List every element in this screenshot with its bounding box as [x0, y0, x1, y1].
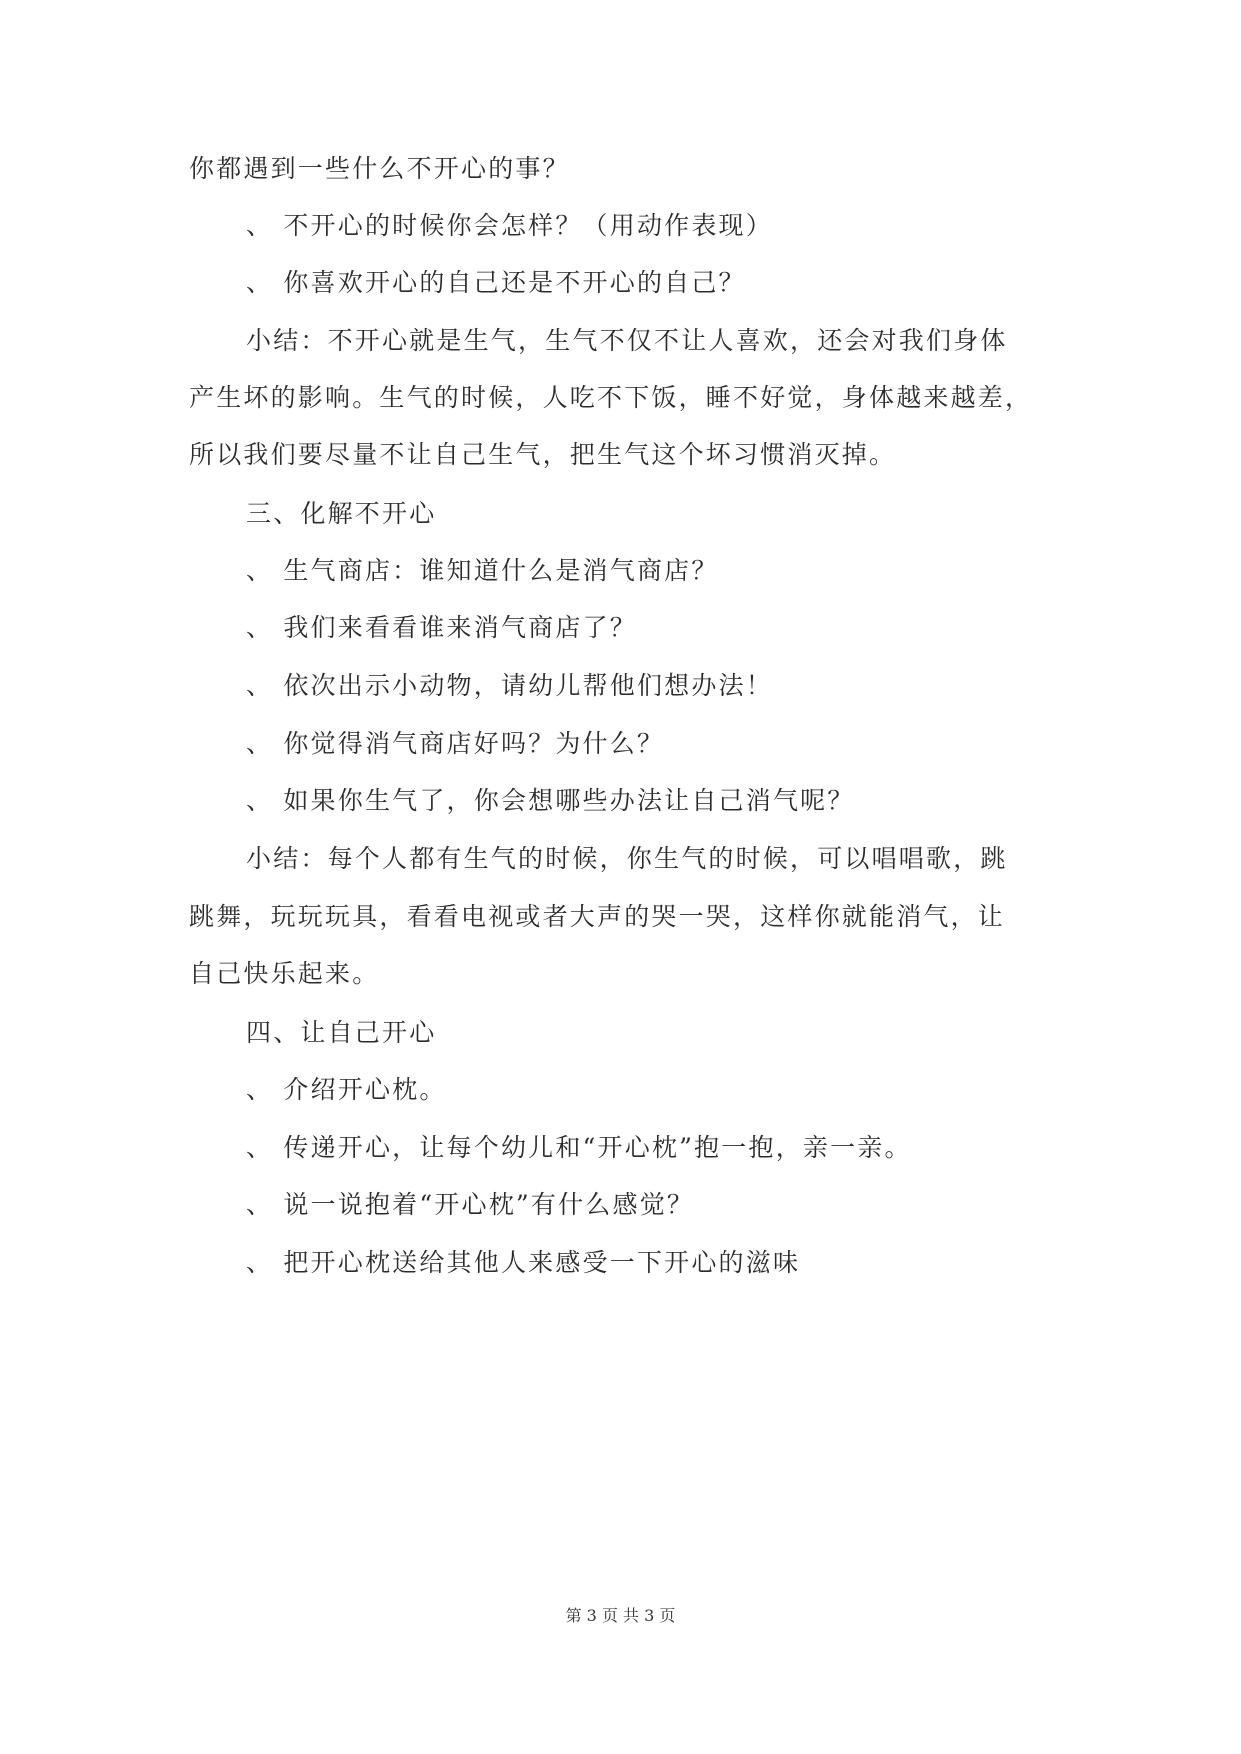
text-line: 、 你喜欢开心的自己还是不开心的自己？	[246, 268, 746, 297]
text-line: 、 我们来看看谁来消气商店了？	[246, 613, 637, 642]
text-line: 、 你觉得消气商店好吗？为什么？	[246, 729, 665, 758]
text-line: 、 如果你生气了，你会想哪些办法让自己消气呢？	[246, 786, 855, 815]
text-line: 你都遇到一些什么不开心的事？	[189, 154, 570, 183]
text-line: 小结：不开心就是生气，生气不仅不让人喜欢，还会对我们身体	[246, 326, 1008, 355]
section-heading: 三、化解不开心	[246, 499, 437, 528]
text-line: 、 不开心的时候你会怎样？（用动作表现）	[246, 211, 773, 240]
section-heading: 四、让自己开心	[246, 1018, 437, 1047]
text-line: 产生坏的影响。生气的时候，人吃不下饭，睡不好觉，身体越来越差，	[189, 383, 1033, 412]
text-line: 、 说一说抱着“开心枕”有什么感觉？	[246, 1190, 695, 1219]
text-line: 小结：每个人都有生气的时候，你生气的时候，可以唱唱歌，跳	[246, 844, 1008, 873]
text-line: 、 传递开心，让每个幼儿和“开心枕”抱一抱，亲一亲。	[246, 1133, 912, 1162]
text-line: 、 把开心枕送给其他人来感受一下开心的滋味	[246, 1248, 801, 1277]
text-line: 、 介绍开心枕。	[246, 1075, 447, 1104]
text-line: 自己快乐起来。	[189, 959, 380, 988]
text-line: 、 生气商店：谁知道什么是消气商店？	[246, 556, 719, 585]
text-line: 跳舞，玩玩玩具，看看电视或者大声的哭一哭，这样你就能消气，让	[189, 902, 1006, 931]
page-footer: 第 3 页 共 3 页	[565, 1606, 676, 1625]
text-line: 所以我们要尽量不让自己生气，把生气这个坏习惯消灭掉。	[189, 440, 897, 469]
text-line: 、 依次出示小动物，请幼儿帮他们想办法！	[246, 671, 773, 700]
